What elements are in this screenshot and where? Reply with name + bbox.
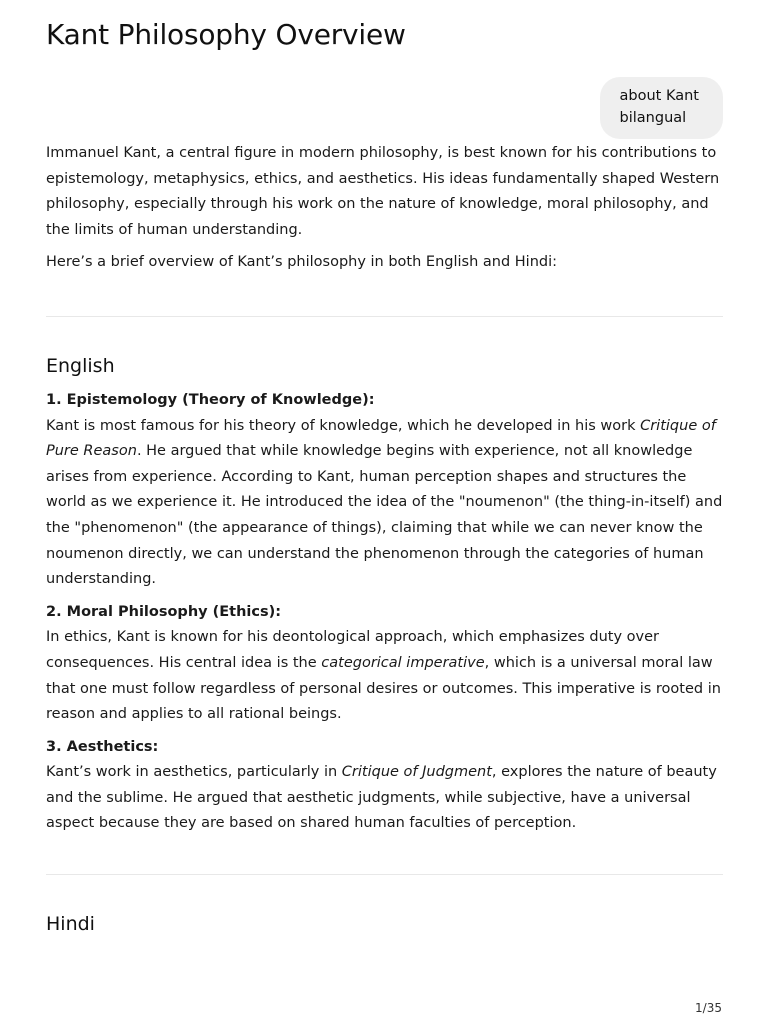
epistemology-paragraph [46, 388, 723, 593]
page-number: 1/35 [695, 1001, 722, 1015]
aesthetics-text-1: Kant’s work in aesthetics, particularly in [46, 764, 342, 781]
term-categorical-imperative: categorical imperative [321, 654, 485, 671]
response-body [46, 141, 723, 935]
ethics-text-1: In ethics, Kant is known for his deontological approach, which emphasizes duty over consequences. His central idea is the [46, 629, 660, 671]
work-title-critique-of-pure-reason: Critique of Pure Reason [46, 417, 716, 460]
section-heading-hindi: Hindi [46, 913, 95, 936]
aesthetics-text-2: , explores the nature of beauty and the sublime. He argued that aesthetic judgments, while subjective, have a universal aspect because they are based on shared human faculties of perception. [46, 764, 717, 832]
epistemology-text-1: Kant is most famous for his theory of knowledge, which he developed in his work [46, 417, 641, 434]
user-message-bubble [600, 77, 723, 139]
ethics-heading: 2. Moral Philosophy (Ethics): [46, 603, 282, 620]
epistemology-text-2: . He argued that while knowledge begins with experience, not all knowledge arises from experience. According to Kant, human perception shapes and structures the world as we experience it. He introduced the idea of the "noumenon" (the thing-in-itself) and the "phenomenon" (the appearance of things), claiming that while we can never know the noumenon directly, we can understand the phenomenon through the categories of human understanding. [46, 443, 723, 588]
epistemology-heading: 1. Epistemology (Theory of Knowledge): [46, 391, 375, 408]
intro-paragraph-2: Here’s a brief overview of Kant’s philosophy in both English and Hindi: [46, 254, 558, 271]
page-title: Kant Philosophy Overview [46, 18, 406, 51]
user-message-line-1: about Kant [619, 88, 699, 104]
user-message-line-2: bilangual [619, 110, 687, 126]
aesthetics-heading: 3. Aesthetics: [46, 738, 159, 755]
intro-paragraph-1: Immanuel Kant, a central figure in modern philosophy, is best known for his contributions to epistemology, metaphysics, ethics, and aesthetics. His ideas fundamentally shaped Western philosophy, especially through his work on the nature of knowledge, moral philosophy, and the limits of human understanding. [46, 145, 720, 238]
ethics-text-2: , which is a universal moral law that one must follow regardless of personal desires or outcomes. This imperative is rooted in reason and applies to all rational beings. [46, 654, 721, 723]
aesthetics-paragraph [46, 735, 723, 837]
ethics-paragraph [46, 600, 723, 728]
work-title-critique-of-judgment: Critique of Judgment [341, 764, 492, 781]
section-heading-english: English [46, 354, 115, 377]
